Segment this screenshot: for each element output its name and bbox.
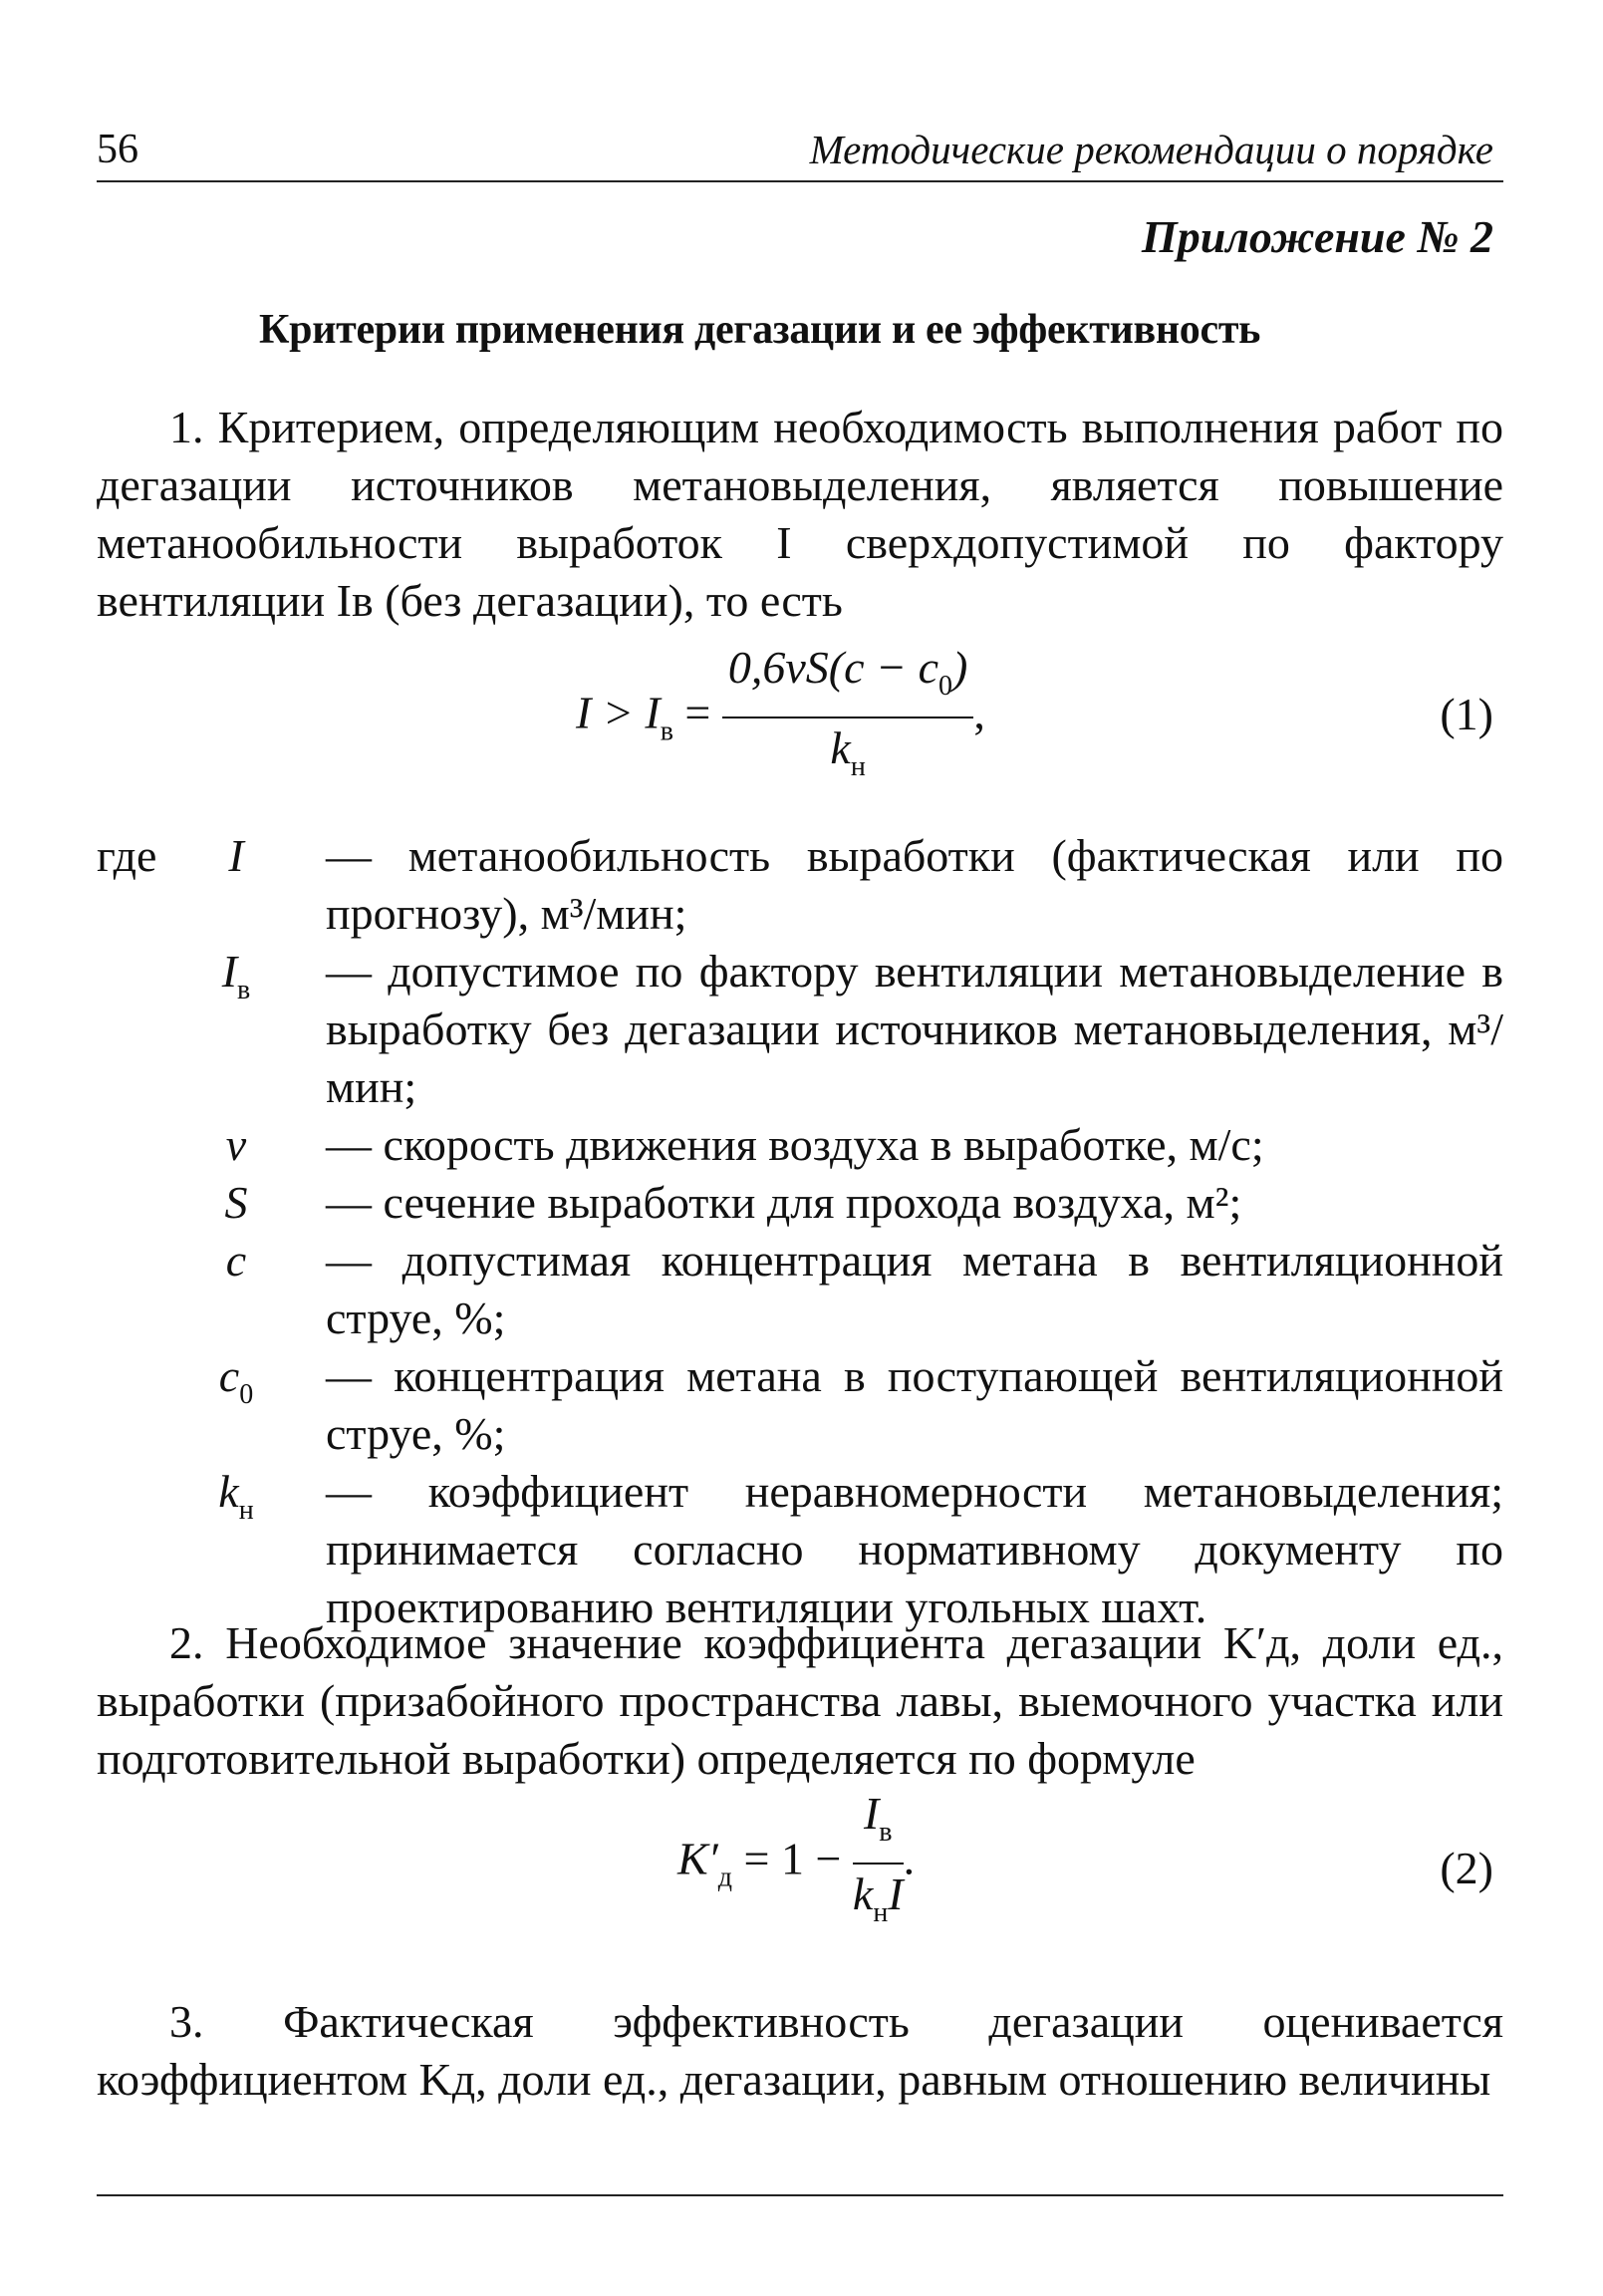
legend-item [97, 1116, 1503, 1174]
formula-1-fraction [722, 638, 973, 797]
formula-1-eq: = [684, 687, 711, 738]
legend-symbol: $k_н$ [218, 1466, 254, 1526]
formula-2-eq: = 1 − [743, 1833, 842, 1884]
paragraph-1: 1. Критерием, определяющим необходимость выполнения работ по дегазации источников метановыделения, является повышение метанообильности выработок I сверхдопустимой по фактору вентиляции Iв (без дегазации), то есть [97, 402, 1503, 626]
legend-item [97, 1347, 1503, 1463]
legend-item [97, 1174, 1503, 1232]
legend-item [97, 1463, 1503, 1636]
formula-1-lhs: I > I [576, 687, 661, 738]
legend-symbol: v [225, 1119, 247, 1170]
formula-1-trail: , [973, 687, 985, 738]
footer-rule [97, 2194, 1503, 2196]
paragraph-2: 2. Необходимое значение коэффициента дегазации K′д, доли ед., выработки (призабойного пространства лавы, выемочного участка или подготовительной выработки) определяется по формуле [97, 1617, 1503, 1784]
formula-1 [576, 638, 985, 797]
running-title: Методические рекомендации о порядке [809, 127, 1493, 172]
legend-symbol: $I_в$ [221, 946, 251, 1005]
legend-text: — сечение выработки для прохода воздуха, м²; [326, 1177, 1242, 1228]
section-title: Критерии применения дегазации и ее эффективность [259, 307, 1261, 353]
formula-1-numerator: $0,6vS(c - c_0)$ [722, 638, 973, 718]
page-number: 56 [97, 127, 138, 172]
formula-2-lhs: K′ [677, 1833, 718, 1884]
legend-where: где [97, 830, 157, 881]
legend-symbol: I [228, 830, 244, 881]
symbol-legend [97, 827, 1503, 1636]
formula-2-fraction [853, 1784, 904, 1943]
legend-item [97, 827, 1503, 943]
formula-2 [677, 1784, 915, 1943]
paragraph-3: 3. Фактическая эффективность дегазации оценивается коэффициентом Kд, доли ед., дегазации, равным отношению величины [97, 1996, 1503, 2105]
legend-text: — скорость движения воздуха в выработке, м/с; [326, 1119, 1264, 1170]
legend-symbol: $c_0$ [218, 1350, 254, 1410]
formula-1-lhs-sub: в [660, 716, 673, 747]
legend-item [97, 1232, 1503, 1347]
legend-text: — допустимое по фактору вентиляции метановыделение в выработку без дегазации источников метановыделения, м³/мин; [326, 946, 1503, 1112]
formula-2-denominator: $k_нI$ [852, 1868, 904, 1928]
appendix-label: Приложение № 2 [1141, 211, 1493, 262]
legend-symbol: c [225, 1235, 247, 1286]
legend-text: — допустимая концентрация метана в вентиляционной струе, %; [326, 1235, 1503, 1343]
legend-text: — концентрация метана в поступающей вентиляционной струе, %; [326, 1350, 1503, 1459]
legend-text: — коэффициент неравномерности метановыделения; принимается согласно нормативному документу по проектированию вентиляции угольных шахт. [326, 1466, 1503, 1632]
legend-symbol: S [224, 1177, 248, 1228]
legend-text: — метанообильность выработки (фактическая или по прогнозу), м³/мин; [326, 830, 1503, 939]
formula-2-lhs-sub: д [717, 1862, 732, 1893]
equation-number-2: (2) [1440, 1843, 1493, 1893]
formula-2-trail: . [903, 1833, 916, 1884]
equation-number-1: (1) [1440, 689, 1493, 739]
legend-item [97, 943, 1503, 1116]
formula-2-numerator: $I_в$ [853, 1784, 904, 1865]
header-rule [97, 180, 1503, 182]
formula-1-denominator: $k_н$ [830, 722, 866, 782]
